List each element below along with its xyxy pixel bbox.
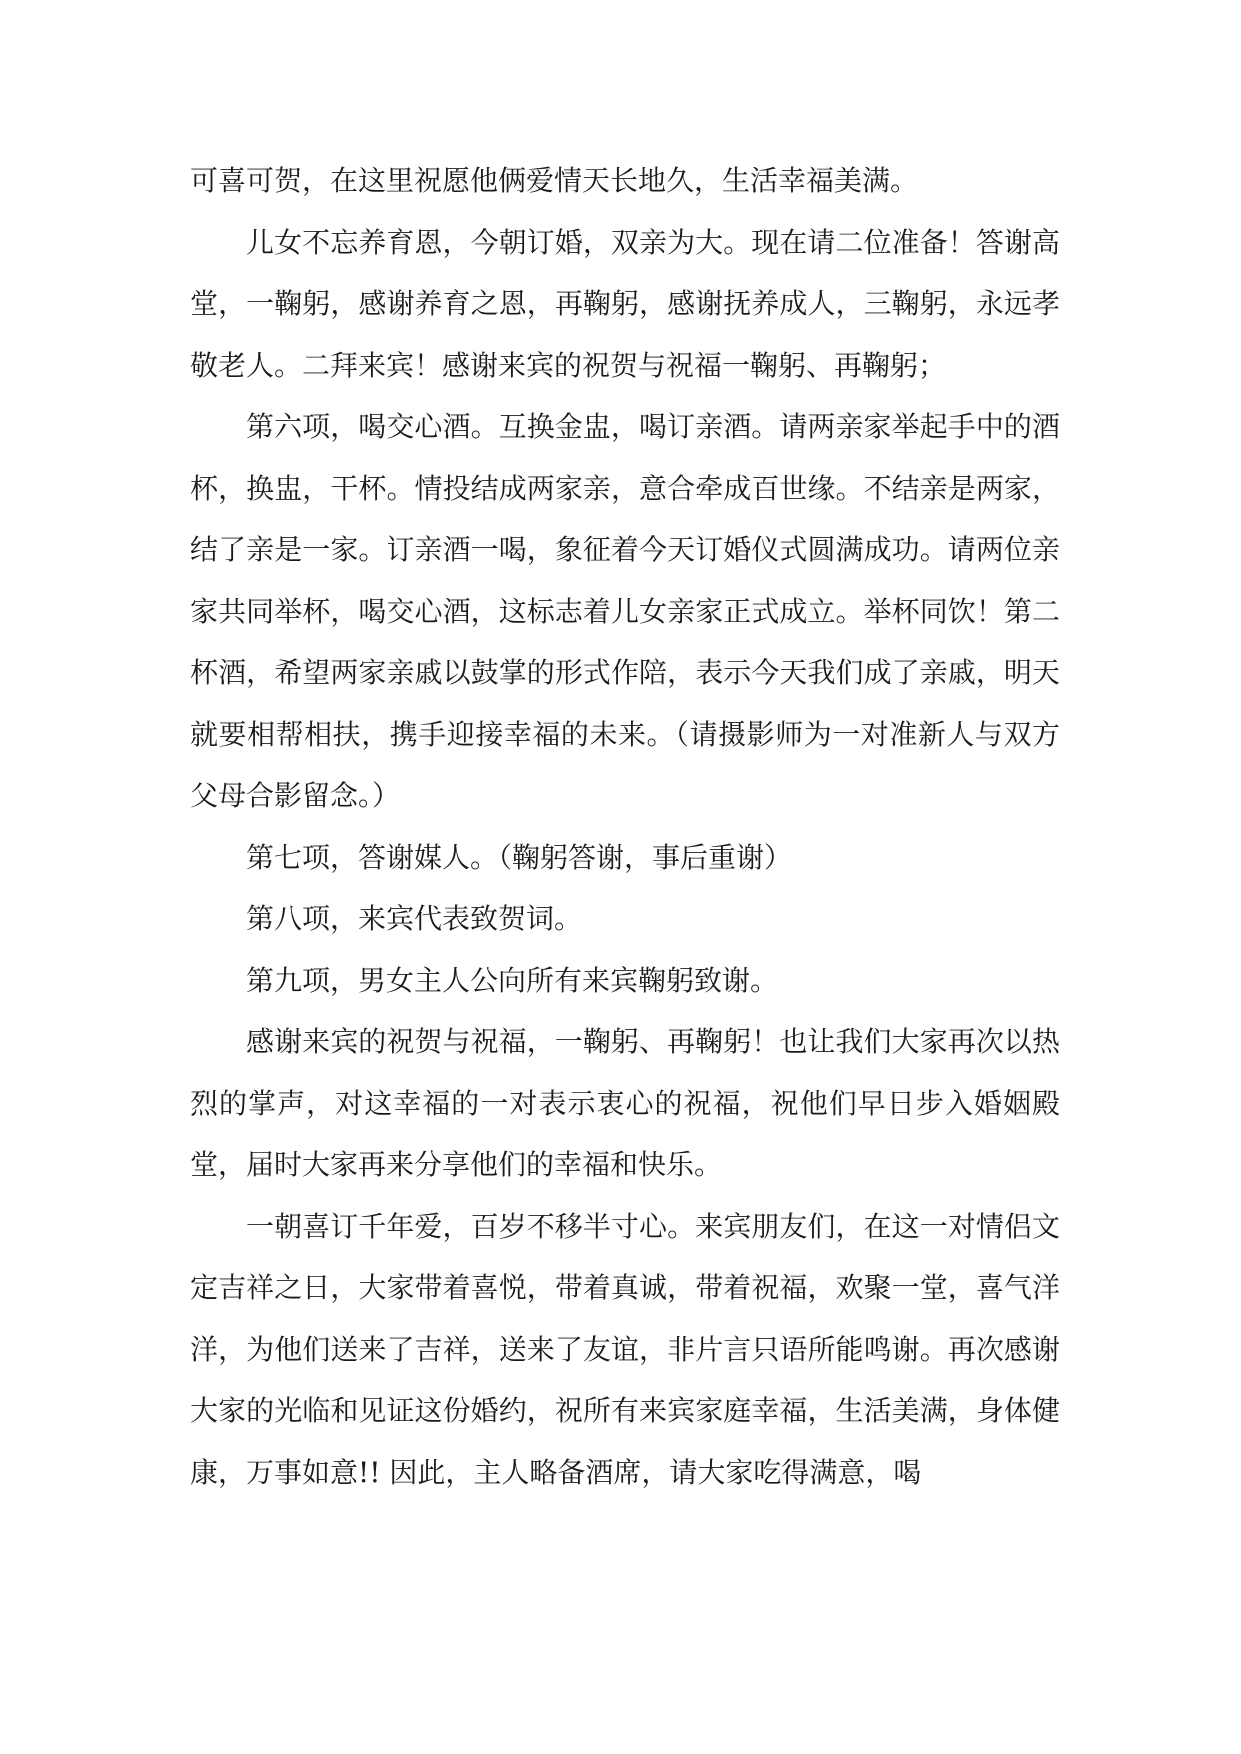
paragraph-2: 儿女不忘养育恩，今朝订婚，双亲为大。现在请二位准备！答谢高堂，一鞠躬，感谢养育之恩，再鞠躬，感谢抚养成人，三鞠躬，永远孝敬老人。二拜来宾！感谢来宾的祝贺与祝福一鞠躬、再鞠躬； <box>190 225 1060 382</box>
paragraph-6: 第九项，男女主人公向所有来宾鞠躬致谢。 <box>246 963 779 997</box>
document-page <box>190 150 1060 1503</box>
paragraph-8: 一朝喜订千年爱，百岁不移半寸心。来宾朋友们，在这一对情侣文定吉祥之日，大家带着喜悦，带着真诚，带着祝福，欢聚一堂，喜气洋洋，为他们送来了吉祥，送来了友谊，非片言只语所能鸣谢。再次感谢大家的光临和见证这份婚约，祝所有来宾家庭幸福，生活美满，身体健康，万事如意!! 因此，主人略备酒席，请大家吃得满意，喝 <box>190 1209 1060 1489</box>
paragraph-3: 第六项，喝交心酒。互换金盅，喝订亲酒。请两亲家举起手中的酒杯，换盅，干杯。情投结成两家亲，意合牵成百世缘。不结亲是两家，结了亲是一家。订亲酒一喝，象征着今天订婚仪式圆满成功。请两位亲家共同举杯，喝交心酒，这标志着儿女亲家正式成立。举杯同饮！第二杯酒，希望两家亲戚以鼓掌的形式作陪，表示今天我们成了亲戚，明天就要相帮相扶，携手迎接幸福的未来。（请摄影师为一对准新人与双方父母合影留念。） <box>190 410 1060 812</box>
paragraph-1: 可喜可贺，在这里祝愿他俩爱情天长地久，生活幸福美满。 <box>190 164 919 197</box>
paragraph-7: 感谢来宾的祝贺与祝福，一鞠躬、再鞠躬！也让我们大家再次以热烈的掌声，对这幸福的一对表示衷心的祝福，祝他们早日步入婚姻殿堂，届时大家再来分享他们的幸福和快乐。 <box>190 1025 1060 1181</box>
paragraph-4: 第七项，答谢媒人。（鞠躬答谢，事后重谢） <box>246 840 793 874</box>
paragraph-5: 第八项，来宾代表致贺词。 <box>246 902 583 935</box>
